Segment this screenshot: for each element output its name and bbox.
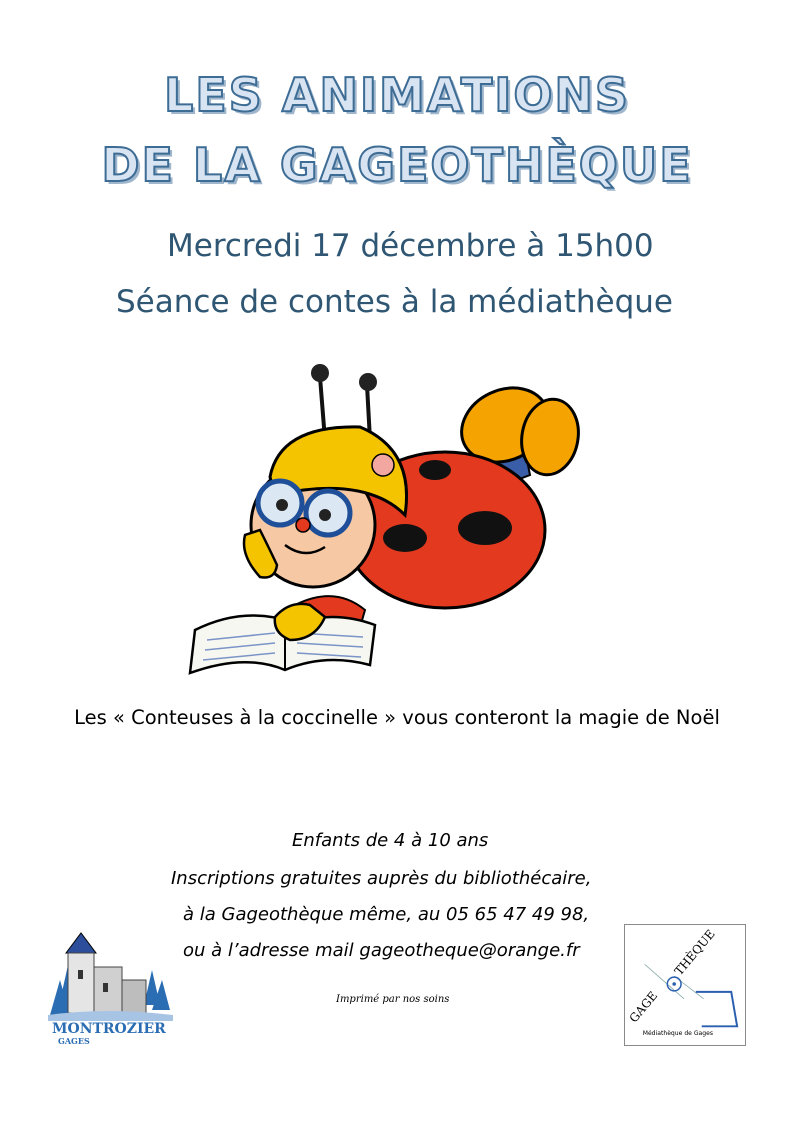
ladybug-reading-book-icon — [185, 355, 585, 695]
registration-info: Inscriptions gratuites auprès du bibliothécaire, — [171, 868, 592, 889]
event-description: Les « Conteuses à la coccinelle » vous conteront la magie de Noël — [74, 706, 720, 729]
gageotheque-logo — [624, 924, 746, 1046]
montrozier-logo-name: MONTROZIER — [52, 1021, 166, 1037]
montrozier-logo — [48, 925, 173, 1045]
poster-title-line-1: LES ANIMATIONS — [163, 68, 631, 122]
poster-title-line-2: DE LA GAGEOTHÈQUE — [101, 138, 693, 192]
age-range: Enfants de 4 à 10 ans — [292, 830, 489, 851]
montrozier-logo-sub: GAGES — [58, 1036, 90, 1045]
event-activity: Séance de contes à la médiathèque — [116, 284, 674, 320]
gageotheque-logo-word1: GAGE — [626, 988, 661, 1026]
gageotheque-logo-word2: THÈQUE — [671, 926, 718, 979]
location-phone: à la Gageothèque même, au 05 65 47 49 98, — [183, 904, 590, 925]
event-date: Mercredi 17 décembre à 15h00 — [167, 228, 654, 264]
printed-note: Imprimé par nos soins — [336, 994, 450, 1005]
gageotheque-logo-caption: Médiathèque de Gages — [642, 1030, 714, 1038]
contact-email: ou à l’adresse mail gageotheque@orange.fr — [183, 940, 580, 961]
